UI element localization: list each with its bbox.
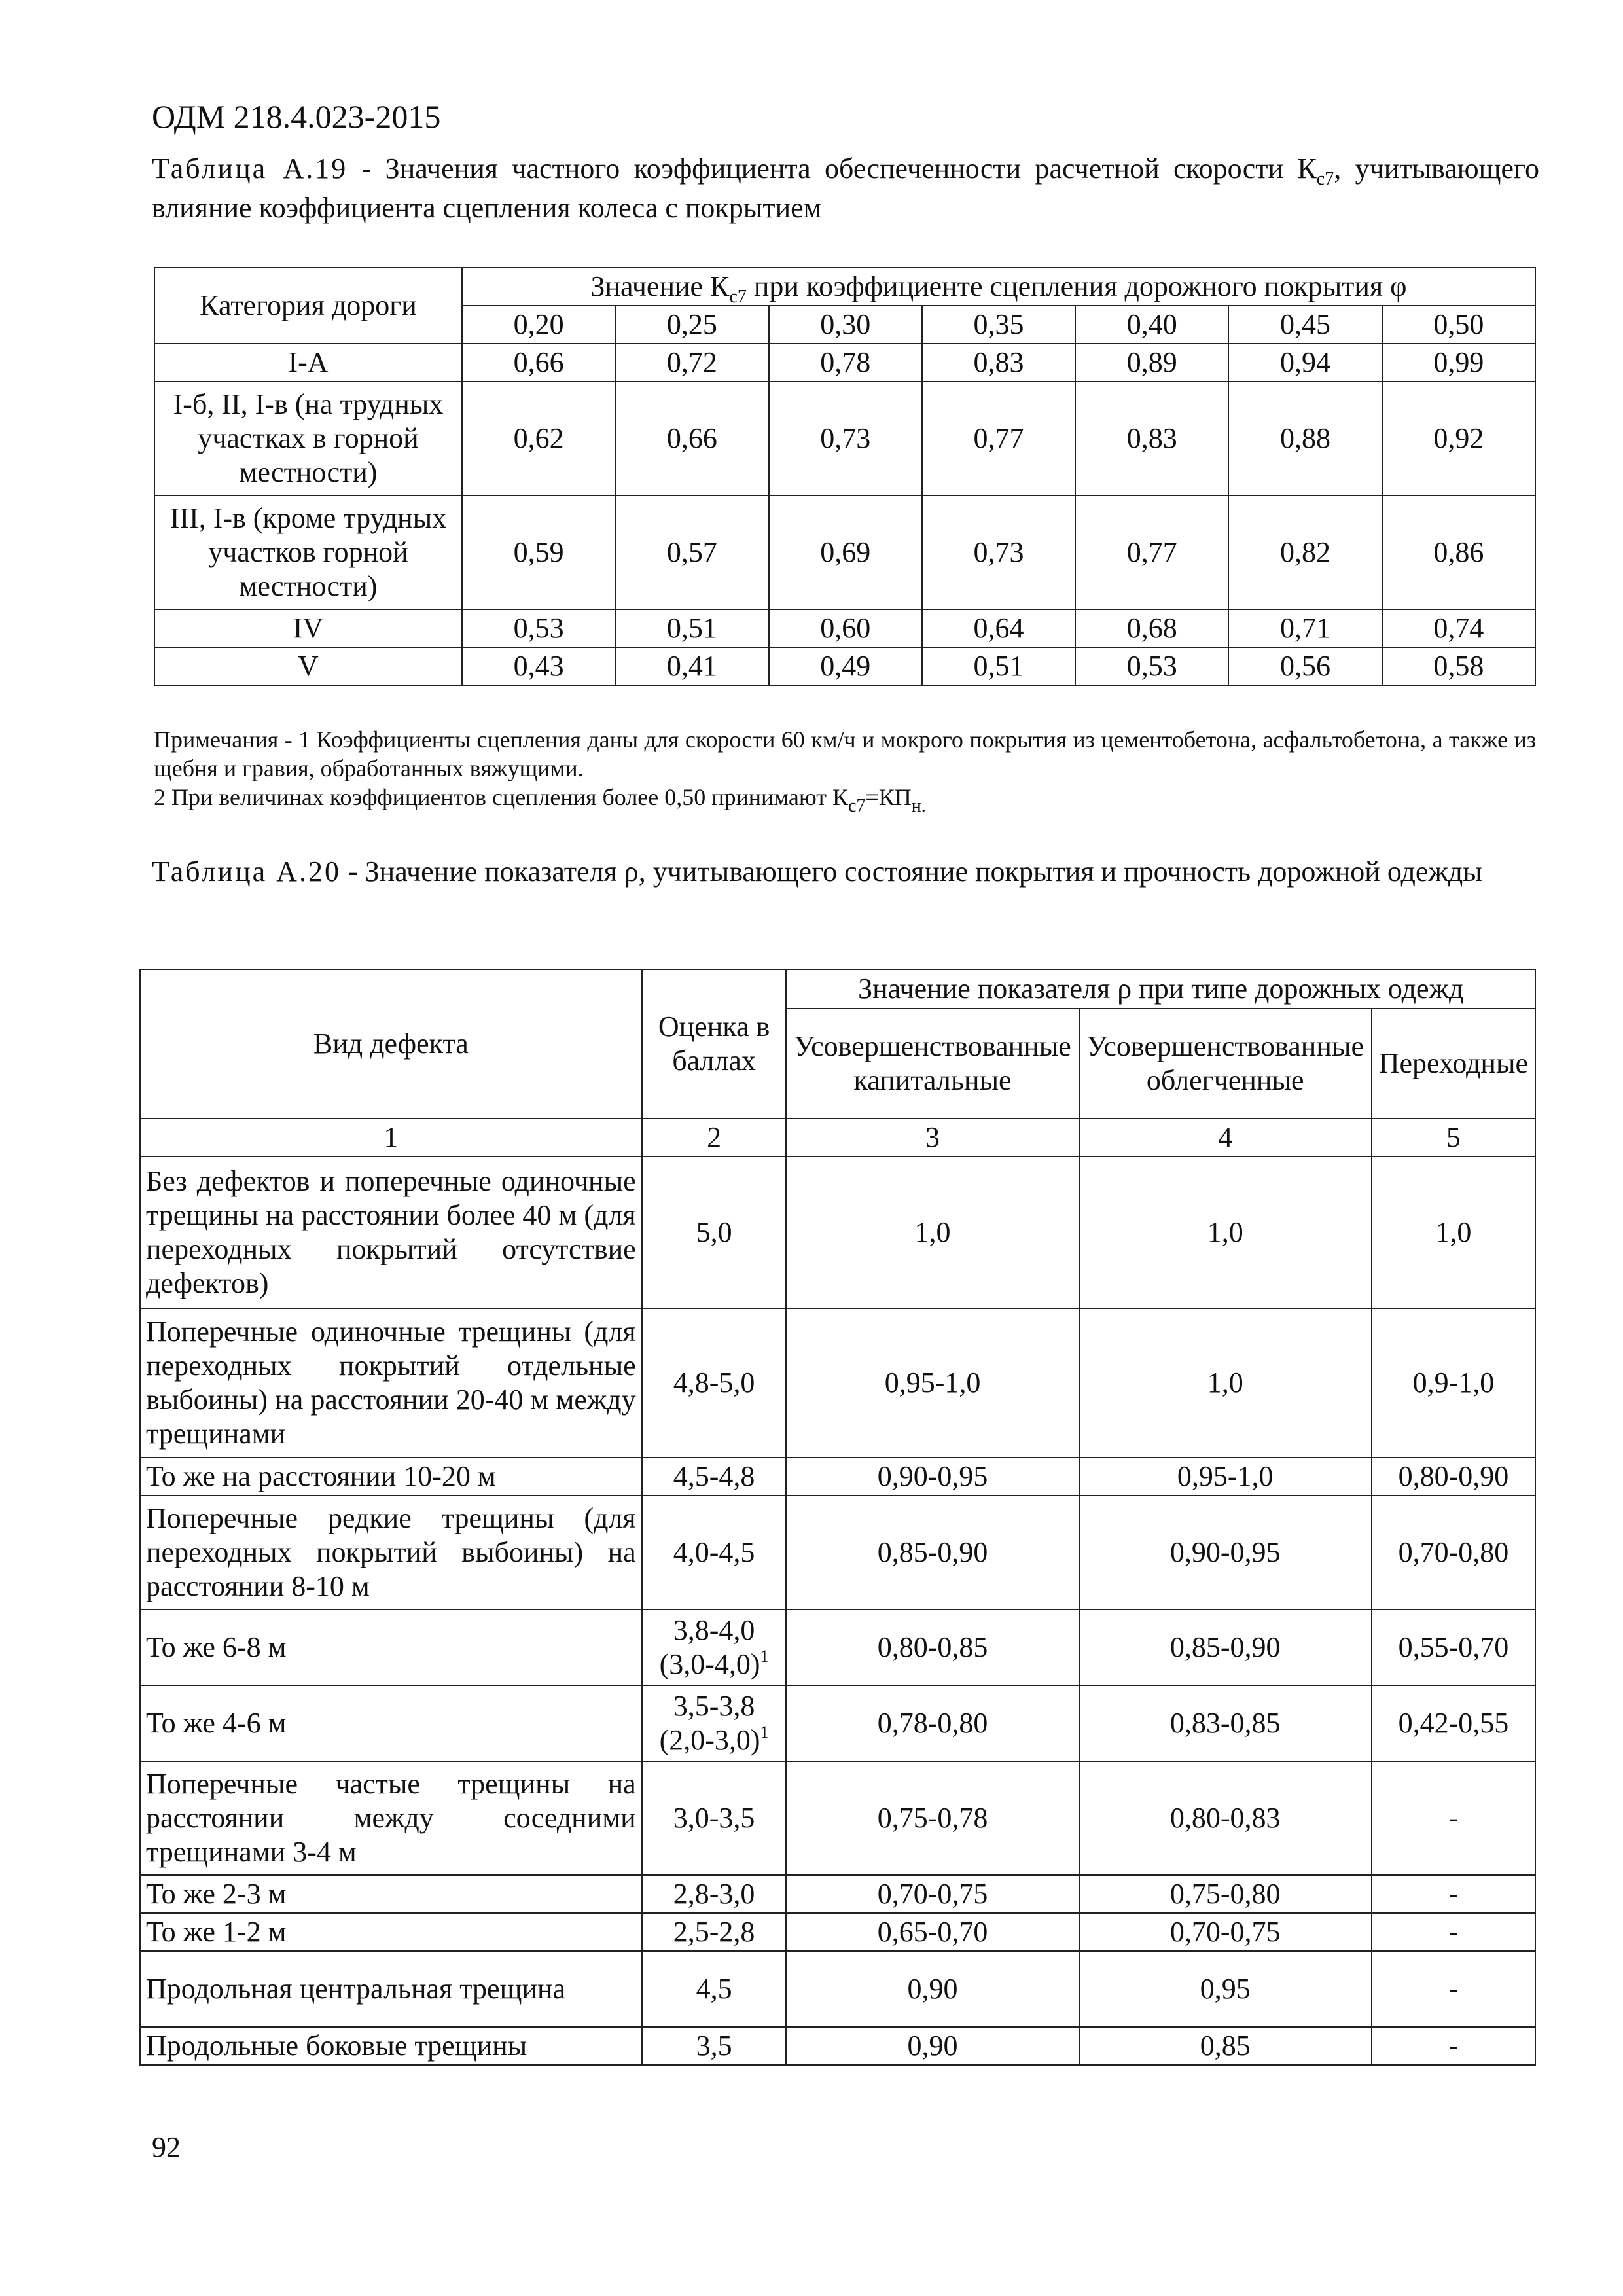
document-code: ОДМ 218.4.023-2015 [152,98,441,135]
table19-cell: 0,66 [615,382,768,495]
table19-header-value-text: Значение К [590,270,730,302]
table20-score: 2,5-2,8 [642,1913,787,1951]
table-row [140,1308,1535,1458]
table-row [140,1458,1535,1496]
note-2-text: 2 При величинах коэффициентов сцепления более 0,50 принимают К [154,784,848,810]
table20-header-type3: Переходные [1372,1009,1535,1119]
table20-value: 1,0 [1079,1157,1372,1308]
table19-cell: 0,82 [1228,495,1382,609]
table20-value: 0,95-1,0 [786,1308,1079,1458]
table19-cell: 0,64 [922,609,1075,647]
table20-caption-text: - Значение показателя ρ, учитывающего состояние покрытия и прочность дорожной одежды [340,855,1482,888]
table19-cell: 0,58 [1382,647,1535,685]
table19-phi: 0,20 [462,306,615,344]
table19-cell: 0,59 [462,495,615,609]
table-row [140,1157,1535,1308]
table19 [154,267,1536,686]
table-row [140,1496,1535,1609]
table19-category: I-А [154,344,462,382]
table20-value: 0,42-0,55 [1372,1685,1535,1761]
table20-value: 1,0 [786,1157,1079,1308]
table-row [154,647,1535,685]
table20-defect: Продольные боковые трещины [140,2027,642,2065]
table19-phi: 0,30 [769,306,922,344]
table19-caption-sub: с7 [1316,169,1334,189]
table20-defect: Без дефектов и поперечные одиночные трещины на расстоянии более 40 м (для переходных покрытий отсутствие дефектов) [140,1157,642,1308]
table19-cell: 0,73 [922,495,1075,609]
table19-header-value-sub: с7 [729,287,747,307]
table19-cell: 0,86 [1382,495,1535,609]
table20-score-cell [642,1685,787,1761]
table20-value: 1,0 [1372,1157,1535,1308]
footnote-mark: 1 [760,1723,769,1742]
table19-cell: 0,69 [769,495,922,609]
table20-header-score: Оценка в баллах [642,969,787,1119]
table20-score: 4,8-5,0 [642,1308,787,1458]
table19-caption-lead: Таблица А.19 [152,152,348,185]
table20-score: 3,0-3,5 [642,1761,787,1875]
table-row [154,609,1535,647]
table19-caption [152,149,1539,228]
table19-cell: 0,68 [1075,609,1228,647]
table20-defect: То же 2-3 м [140,1875,642,1913]
table20-header-type2: Усовершенствованные облегченные [1079,1009,1372,1119]
table19-cell: 0,57 [615,495,768,609]
table20-header-group: Значение показателя ρ при типе дорожных одежд [786,969,1535,1009]
table20-value: 0,70-0,75 [1079,1913,1372,1951]
table19-caption-text2: , учитывающего влияние коэффициента сцепления колеса с покрытием [152,152,1539,224]
table20-defect: Поперечные частые трещины на расстоянии между соседними трещинами 3-4 м [140,1761,642,1875]
footnote-mark: 1 [760,1647,769,1666]
table19-notes [154,725,1536,816]
table19-header-value-tail: при коэффициенте сцепления дорожного покрытия φ [746,270,1407,302]
table20-defect: То же на расстоянии 10-20 м [140,1458,642,1496]
table19-category: I-б, II, I-в (на трудных участках в горной местности) [154,382,462,495]
note-1: Примечания - 1 Коэффициенты сцепления даны для скорости 60 км/ч и мокрого покрытия из цементобетона, асфальтобетона, а также из щебня и гравия, обработанных вяжущими. [154,726,1536,781]
table20-defect: Продольная центральная трещина [140,1951,642,2027]
table20-value: 0,80-0,83 [1079,1761,1372,1875]
table20-defect: Поперечные одиночные трещины (для переходных покрытий отдельные выбоины) на расстоянии 20-40 м между трещинами [140,1308,642,1458]
table20-score: 4,5-4,8 [642,1458,787,1496]
table20-value: 0,65-0,70 [786,1913,1079,1951]
table20-value: - [1372,1913,1535,1951]
table19-cell: 0,53 [1075,647,1228,685]
table20-value: - [1372,1761,1535,1875]
table19-cell: 0,66 [462,344,615,382]
table20-value: 0,83-0,85 [1079,1685,1372,1761]
table20-value: 0,85 [1079,2027,1372,2065]
table19-header-category: Категория дороги [154,268,462,344]
table20-value: 0,80-0,90 [1372,1458,1535,1496]
table19-phi: 0,40 [1075,306,1228,344]
table19-cell: 0,73 [769,382,922,495]
table19-cell: 0,77 [1075,495,1228,609]
table19-cell: 0,74 [1382,609,1535,647]
table19-cell: 0,60 [769,609,922,647]
table20-value: 0,90-0,95 [786,1458,1079,1496]
table20 [139,969,1536,2066]
table19-cell: 0,49 [769,647,922,685]
table19-caption-text: - Значения частного коэффициента обеспеченности расчетной скорости К [348,152,1317,185]
table20-score: 5,0 [642,1157,787,1308]
table20-header-type1: Усовершенствованные капитальные [786,1009,1079,1119]
note-2-sub1: с7 [847,796,866,816]
table20-score-alt-line [648,1647,781,1681]
note-2-sub2: н. [911,796,926,816]
table20-value: 0,85-0,90 [1079,1609,1372,1685]
table20-score-alt-line [648,1723,781,1757]
table19-phi: 0,50 [1382,306,1535,344]
table20-value: 0,95 [1079,1951,1372,2027]
table-row [154,495,1535,609]
table20-value: - [1372,1875,1535,1913]
table20-score-alt: (3,0-4,0) [659,1648,760,1680]
table19-phi: 0,45 [1228,306,1382,344]
table20-value: 1,0 [1079,1308,1372,1458]
table19-cell: 0,78 [769,344,922,382]
table-row [140,1761,1535,1875]
table19-cell: 0,43 [462,647,615,685]
table20-defect: То же 1-2 м [140,1913,642,1951]
table20-value: 0,90 [786,2027,1079,2065]
page-number: 92 [152,2131,181,2163]
table19-cell: 0,62 [462,382,615,495]
table19-category: V [154,647,462,685]
table20-score: 3,5-3,8 [673,1690,755,1722]
table19-cell: 0,89 [1075,344,1228,382]
table20-value: 0,90 [786,1951,1079,2027]
table20-score-alt: (2,0-3,0) [659,1724,760,1756]
table20-col-number: 2 [642,1119,787,1157]
table20-value: 0,9-1,0 [1372,1308,1535,1458]
table-row [140,1609,1535,1685]
table20-value: 0,95-1,0 [1079,1458,1372,1496]
table19-cell: 0,51 [615,609,768,647]
table20-value: - [1372,2027,1535,2065]
table20-col-number: 5 [1372,1119,1535,1157]
table-row [140,1951,1535,2027]
table20-score: 3,5 [642,2027,787,2065]
table19-cell: 0,83 [1075,382,1228,495]
table20-value: - [1372,1951,1535,2027]
table19-phi: 0,25 [615,306,768,344]
table19-cell: 0,83 [922,344,1075,382]
note-2-eq: =КП [865,784,912,810]
table20-col-number: 1 [140,1119,642,1157]
table20-score: 3,8-4,0 [673,1614,755,1646]
table20-score: 4,0-4,5 [642,1496,787,1609]
table19-category: IV [154,609,462,647]
table20-score-cell [642,1609,787,1685]
table20-value: 0,75-0,80 [1079,1875,1372,1913]
table19-cell: 0,51 [922,647,1075,685]
table19-phi: 0,35 [922,306,1075,344]
table19-cell: 0,77 [922,382,1075,495]
table-row [140,1685,1535,1761]
table20-value: 0,75-0,78 [786,1761,1079,1875]
table-row [140,1875,1535,1913]
table19-header-value [462,268,1535,306]
table20-score: 2,8-3,0 [642,1875,787,1913]
table20-col-number: 4 [1079,1119,1372,1157]
table19-cell: 0,88 [1228,382,1382,495]
table20-col-number: 3 [786,1119,1079,1157]
table-row [154,382,1535,495]
table20-value: 0,55-0,70 [1372,1609,1535,1685]
table19-cell: 0,94 [1228,344,1382,382]
table-row [140,1913,1535,1951]
table20-value: 0,78-0,80 [786,1685,1079,1761]
table20-value: 0,85-0,90 [786,1496,1079,1609]
note-2 [154,783,1536,816]
table19-cell: 0,53 [462,609,615,647]
table20-value: 0,90-0,95 [1079,1496,1372,1609]
table19-cell: 0,41 [615,647,768,685]
table19-cell: 0,56 [1228,647,1382,685]
table20-header-defect: Вид дефекта [140,969,642,1119]
table20-defect: То же 4-6 м [140,1685,642,1761]
table20-defect: То же 6-8 м [140,1609,642,1685]
table19-cell: 0,71 [1228,609,1382,647]
table20-value: 0,70-0,75 [786,1875,1079,1913]
table20-caption [152,852,1539,891]
table19-category: III, I-в (кроме трудных участков горной местности) [154,495,462,609]
table20-value: 0,80-0,85 [786,1609,1079,1685]
table-row [154,344,1535,382]
table19-cell: 0,99 [1382,344,1535,382]
table20-score: 4,5 [642,1951,787,2027]
table-row [140,2027,1535,2065]
table20-value: 0,70-0,80 [1372,1496,1535,1609]
table19-cell: 0,92 [1382,382,1535,495]
table20-defect: Поперечные редкие трещины (для переходных покрытий выбоины) на расстоянии 8-10 м [140,1496,642,1609]
table20-column-numbers [140,1119,1535,1157]
table19-cell: 0,72 [615,344,768,382]
table20-caption-lead: Таблица А.20 [152,855,341,888]
